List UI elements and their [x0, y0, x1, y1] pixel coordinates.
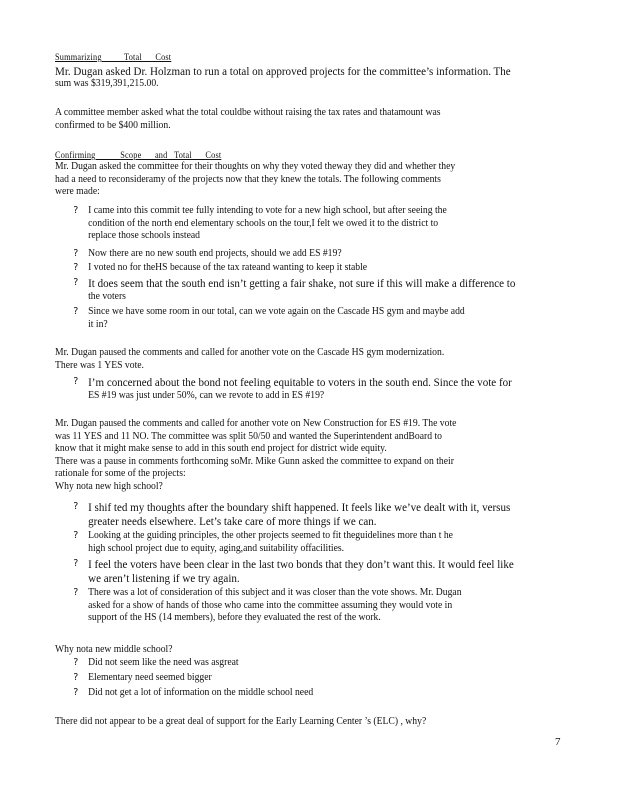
text-line: asked for a show of hands of those who came into the committee assuming they would vote in — [88, 599, 453, 611]
bullet-marker: ? — [73, 657, 79, 668]
text-line: support of the HS (14 members), before they evaluated the rest of the work. — [88, 612, 381, 624]
text-line: high school project due to equity, aging,and suitability offacilities. — [88, 542, 345, 554]
text-line: had a need to reconsideramy of the projects now that they knew the totals. The following comments — [55, 173, 441, 185]
text-line: Now there are no new south end projects, should we add ES #19? — [88, 248, 342, 259]
text-line: Mr. Dugan paused the comments and called for another vote on New Construction for ES #19. The vote — [55, 418, 457, 429]
bullet-marker: ? — [73, 306, 79, 317]
text-line: There was a pause in comments forthcoming soMr. Mike Gunn asked the committee to expand on their — [55, 455, 454, 467]
text-line: Looking at the guiding principles, the other projects seemed to fit theguidelines more than t he — [88, 530, 453, 541]
text-line: Elementary need seemed bigger — [88, 672, 212, 683]
text-line: Since we have some room in our total, can we vote again on the Cascade HS gym and maybe add — [88, 306, 465, 317]
elc-paragraph — [55, 716, 565, 729]
list-item — [55, 375, 599, 403]
bullet-marker: ? — [73, 248, 79, 259]
text-line: Did not seem like the need was asgreat — [88, 657, 239, 668]
text-line: There did not appear to be a great deal of support for the Early Learning Center ’s (ELC) , why? — [55, 716, 427, 727]
text-line: rationale for some of the projects: — [55, 468, 186, 480]
list-item — [55, 672, 599, 685]
text-line: know that it might make sense to add in this south end project for district wide equity. — [55, 443, 387, 455]
text-line: greater needs elsewhere. Let’s take care of more things if we can. — [88, 514, 377, 528]
summarizing-heading: Summarizing Total Cost — [55, 52, 172, 62]
text-line: I’m concerned about the bond not feeling equitable to voters in the south end. Since the vote for — [88, 375, 512, 389]
list-item — [55, 500, 599, 528]
bullet-marker: ? — [73, 672, 79, 683]
list-item — [55, 205, 599, 243]
list-item — [55, 657, 599, 670]
bullet-marker: ? — [73, 376, 79, 387]
confirming-section — [55, 150, 565, 160]
text-line: was 11 YES and 11 NO. The committee was split 50/50 and wanted the Superintendent andBoard to — [55, 430, 442, 442]
text-line: replace those schools instead — [88, 230, 200, 242]
list-item — [55, 306, 599, 331]
text-line: the voters — [88, 291, 126, 302]
text-line: A committee member asked what the total couldbe without raising the tax rates and thatamount was — [55, 107, 441, 118]
text-line: were made: — [55, 186, 100, 198]
summarizing-paragraph-1 — [55, 64, 565, 91]
text-line: Why nota new middle school? — [55, 644, 173, 655]
list-item — [55, 262, 599, 275]
text-line: ES #19 was just under 50%, can we revote to add in ES #19? — [88, 390, 325, 401]
confirming-intro — [55, 161, 565, 199]
text-line: Why nota new high school? — [55, 480, 163, 492]
page-number: 7 — [555, 736, 561, 748]
middle-school-question — [55, 644, 565, 657]
list-item — [55, 530, 599, 555]
summarizing-section — [55, 52, 565, 62]
bullet-marker: ? — [73, 587, 79, 598]
list-item — [55, 557, 599, 585]
list-item — [55, 248, 599, 261]
text-line: Did not get a lot of information on the middle school need — [88, 687, 314, 698]
text-line: condition of the north end elementary schools on the tour,I felt we owed it to the district to — [88, 217, 439, 229]
text-line: sum was $319,391,215.00. — [55, 78, 159, 89]
bullet-marker: ? — [73, 530, 79, 541]
confirming-heading: Confirming Scope and Total Cost — [55, 150, 222, 160]
bullet-marker: ? — [73, 205, 79, 216]
text-line: it in? — [88, 318, 108, 330]
gym-vote-paragraph — [55, 347, 565, 372]
text-line: Mr. Dugan asked the committee for their thoughts on why they voted theway they did and whether they — [55, 161, 456, 172]
list-item — [55, 276, 599, 304]
bullet-marker: ? — [73, 277, 79, 288]
bullet-marker: ? — [73, 501, 79, 512]
list-item — [55, 587, 599, 625]
text-line: Mr. Dugan asked Dr. Holzman to run a total on approved projects for the committee’s information. The — [55, 64, 511, 78]
text-line: I came into this commit tee fully intending to vote for a new high school, but after seeing the — [88, 205, 447, 216]
bullet-marker: ? — [73, 687, 79, 698]
text-line: I shif ted my thoughts after the boundary shift happened. It feels like we’ve dealt with it, versus — [88, 500, 511, 514]
text-line: It does seem that the south end isn’t getting a fair shake, not sure if this will make a difference to — [88, 276, 516, 290]
bullet-marker: ? — [73, 262, 79, 273]
text-line: There was a lot of consideration of this subject and it was closer than the vote shows. Mr. Dugan — [88, 587, 462, 598]
summarizing-paragraph-2 — [55, 107, 565, 132]
text-line: I voted no for theHS because of the tax rateand wanting to keep it stable — [88, 262, 368, 273]
text-line: I feel the voters have been clear in the last two bonds that they don’t want this. It would feel like — [88, 557, 514, 571]
es19-vote-paragraph — [55, 418, 565, 494]
text-line: There was 1 YES vote. — [55, 359, 144, 371]
list-item — [55, 687, 599, 700]
bullet-marker: ? — [73, 558, 79, 569]
text-line: confirmed to be $400 million. — [55, 119, 171, 131]
text-line: Mr. Dugan paused the comments and called for another vote on the Cascade HS gym modernization. — [55, 347, 445, 358]
text-line: we aren’t listening if we try again. — [88, 571, 240, 585]
